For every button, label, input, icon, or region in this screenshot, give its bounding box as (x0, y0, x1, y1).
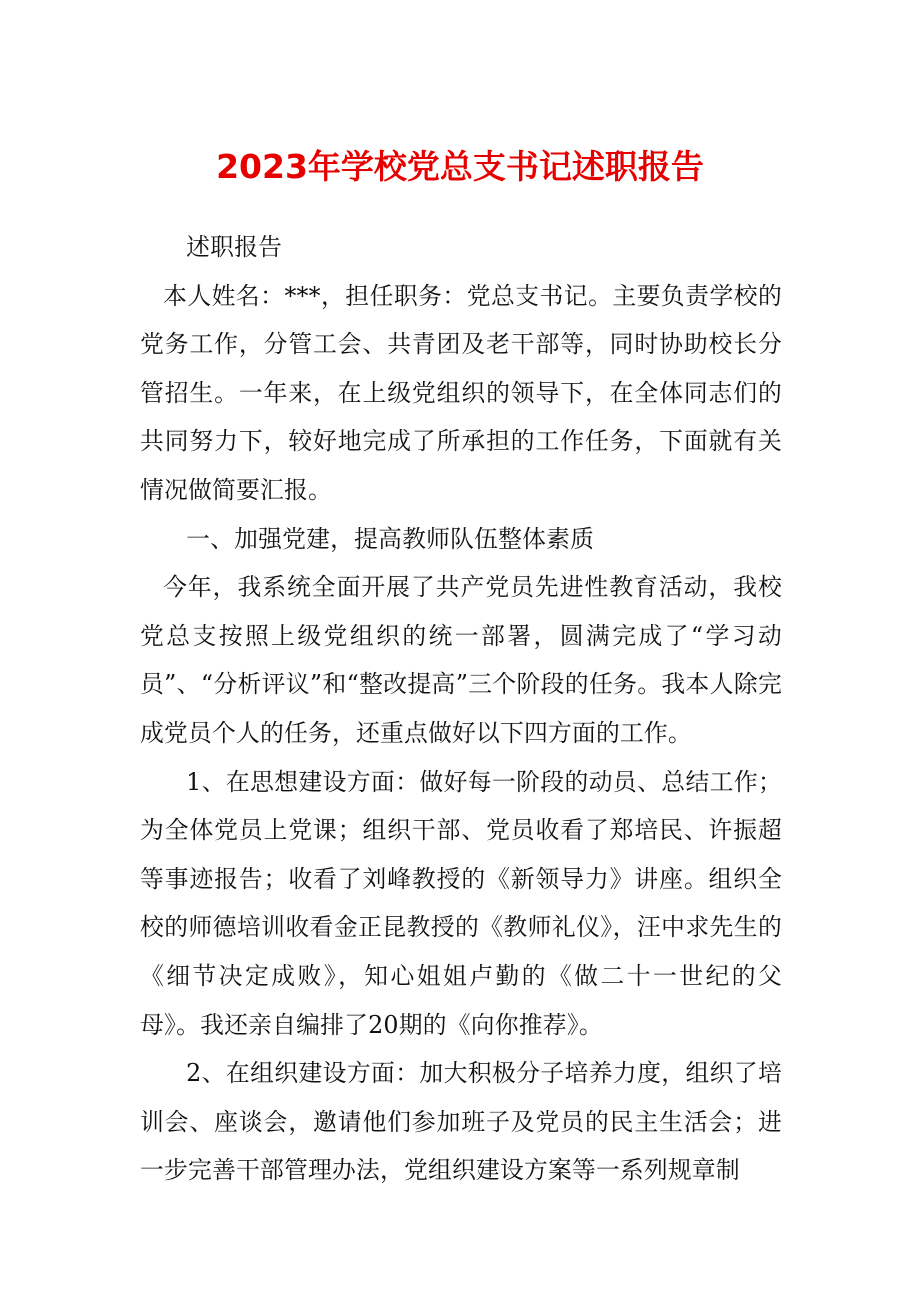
section-heading-party-building: 一、加强党建，提高教师队伍整体素质 (186, 524, 595, 553)
document-title: 2023年学校党总支书记述职报告 (216, 147, 704, 186)
paragraph-education-activity: 今年，我系统全面开展了共产党员先进性教育活动，我校党总支按照上级党组织的统一部署，圆满完成了“学习动员”、“分析评议”和“整改提高”三个阶段的任务。我本人除完成党员个人的任务，还重点做好以下四方面的工作。 (140, 573, 782, 747)
paragraph-intro: 本人姓名：***，担任职务：党总支书记。主要负责学校的党务工作，分管工会、共青团及老干部等，同时协助校长分管招生。一年来，在上级党组织的领导下，在全体同志们的共同努力下，较好地完成了所承担的工作任务，下面就有关情况做简要汇报。 (140, 281, 782, 504)
paragraph-organizational-building: 2、在组织建设方面：加大积极分子培养力度，组织了培训会、座谈会，邀请他们参加班子及党员的民主生活会；进一步完善干部管理办法，党组织建设方案等一系列规章制 (140, 1059, 782, 1185)
section-heading-report: 述职报告 (186, 233, 283, 261)
document-body (140, 223, 782, 1195)
paragraph-ideological-building: 1、在思想建设方面：做好每一阶段的动员、总结工作；为全体党员上党课；组织干部、党员收看了郑培民、许振超等事迹报告；收看了刘峰教授的《新领导力》讲座。组织全校的师德培训收看金正昆教授的《教师礼仪》，汪中求先生的《细节决定成败》，知心姐姐卢勤的《做二十一世纪的父母》。我还亲自编排了20期的《向你推荐》。 (140, 767, 782, 1039)
